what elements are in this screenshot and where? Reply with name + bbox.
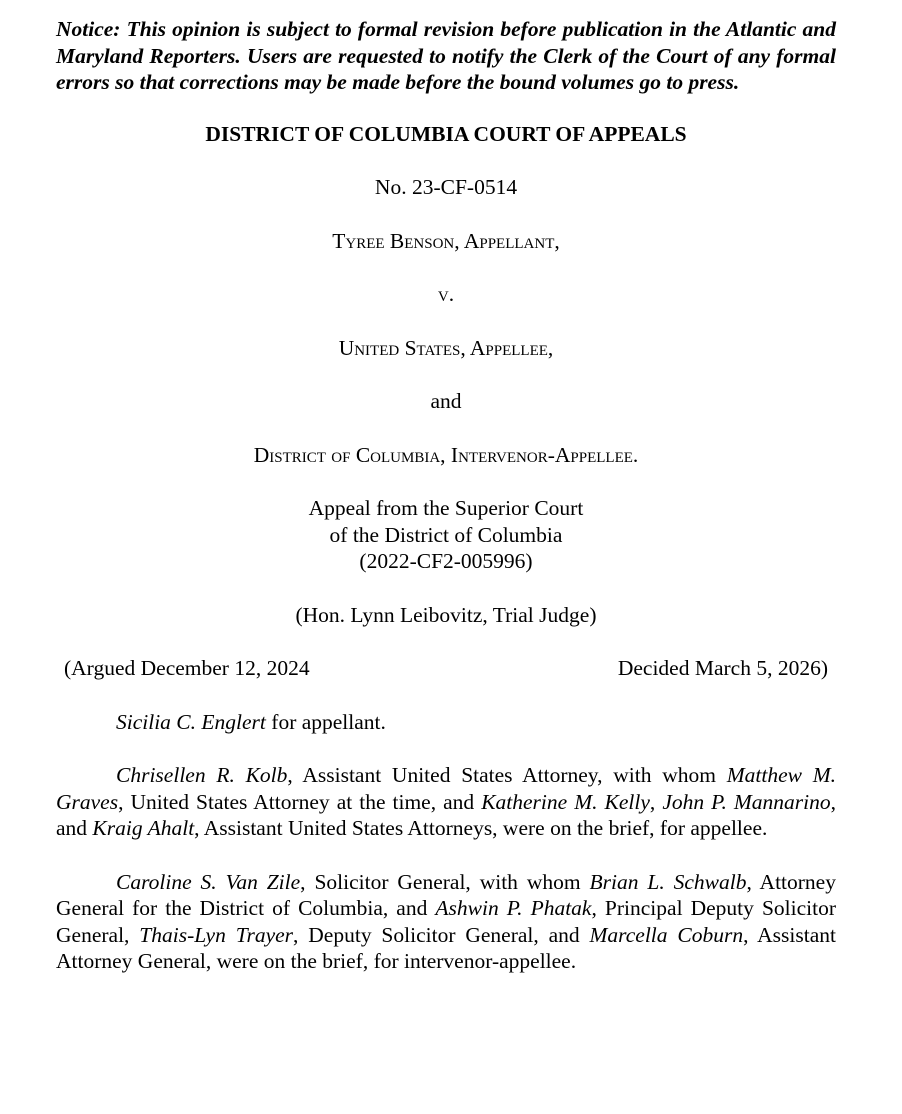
counsel-text: , Assistant United States Attorney, with whom (287, 763, 727, 787)
counsel-text: , (649, 789, 663, 814)
argued-date: (Argued December 12, 2024 (64, 656, 310, 680)
counsel-appellant (56, 709, 836, 736)
appellant-party: Tyree Benson, Appellant, (332, 228, 560, 253)
counsel-text: , Attorney General for the District of Columbia, and (56, 869, 836, 920)
counsel-intervenor (56, 869, 836, 975)
appellee-party: United States, Appellee, (338, 335, 554, 360)
attorney-name: Sicilia C. Englert (116, 709, 266, 734)
intervenor-party: District of Columbia, Intervenor-Appellee. (253, 442, 639, 467)
versus-label: v. (437, 282, 455, 306)
attorney-name: Katherine M. Kelly (481, 789, 650, 814)
attorney-name: Chrisellen R. Kolb (116, 763, 288, 787)
attorney-name: John P. Mannarino (662, 789, 831, 814)
appeal-from-line2: of the District of Columbia (329, 522, 563, 547)
counsel-text: , Assistant United States Attorneys, were on the brief, for appellee. (194, 816, 768, 840)
court-name: DISTRICT OF COLUMBIA COURT OF APPEALS (205, 121, 687, 146)
counsel-text: , United States Attorney at the time, and (118, 789, 482, 814)
trial-judge: (Hon. Lynn Leibovitz, Trial Judge) (295, 602, 597, 627)
counsel-text: for appellant. (265, 709, 386, 734)
appeal-from-line1: Appeal from the Superior Court (308, 496, 584, 520)
counsel-appellee (56, 762, 836, 842)
counsel-section (56, 709, 836, 975)
attorney-name: Marcella Coburn (589, 922, 744, 947)
counsel-text: , Principal Deputy Solicitor General, (56, 896, 837, 947)
and-label: and (430, 389, 462, 413)
docket-number: No. 23-CF-0514 (374, 175, 518, 199)
counsel-text: , Assistant Attorney General, were on the brief, for intervenor-appellee. (56, 922, 836, 973)
decided-date: Decided March 5, 2026) (617, 656, 828, 680)
publication-notice: Notice: This opinion is subject to formal revision before publication in the Atlantic and Maryland Reporters. Users are requested to notify the Clerk of the Court of any formal errors so that corrections may be made before the bound volumes go to press. (56, 17, 836, 94)
appeal-from (56, 495, 836, 575)
attorney-name: Ashwin P. Phatak (435, 896, 592, 920)
attorney-name: Brian L. Schwalb (589, 869, 747, 894)
counsel-text: , and (56, 789, 837, 840)
appeal-case-number: (2022-CF2-005996) (359, 549, 533, 573)
counsel-text: , Solicitor General, with whom (300, 869, 590, 894)
attorney-name: Thais-Lyn Trayer (139, 922, 294, 947)
counsel-text: , Deputy Solicitor General, and (293, 922, 590, 947)
opinion-page (56, 16, 836, 975)
attorney-name: Kraig Ahalt (92, 816, 195, 840)
attorney-name: Caroline S. Van Zile (116, 869, 301, 894)
attorney-name: Matthew M. Graves (56, 763, 837, 814)
dates-row (56, 655, 836, 682)
